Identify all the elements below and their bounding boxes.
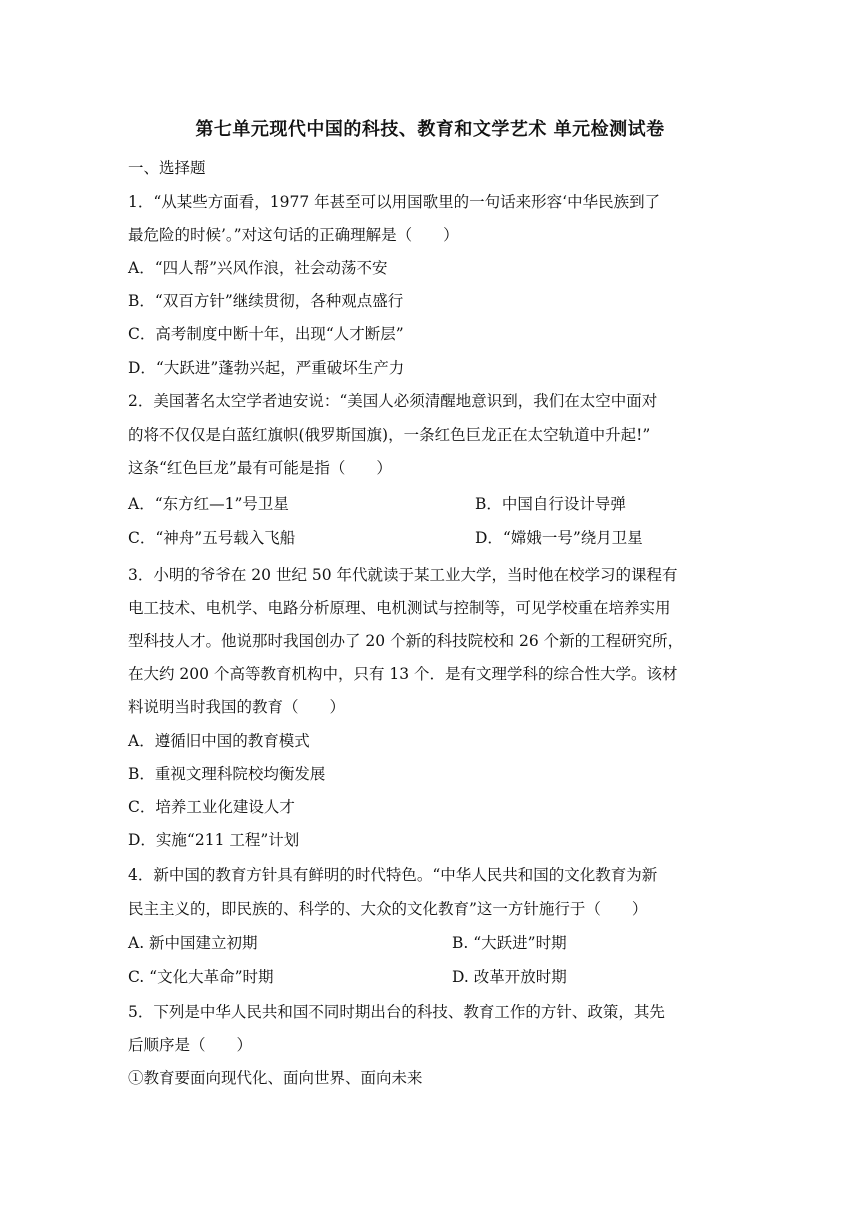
q3-option-b: B．重视文理科院校均衡发展: [128, 765, 326, 783]
q3-stem-line-3: 型科技人才。他说那时我国创办了 20 个新的科技院校和 26 个新的工程研究所，: [128, 632, 684, 650]
q2-option-d: D．“嫦娥一号”绕月卫星: [475, 529, 643, 547]
q3-option-c: C．培养工业化建设人才: [128, 798, 295, 816]
q2-stem-line-1: 2．美国著名太空学者迪安说：“美国人必须清醒地意识到，我们在太空中面对: [128, 392, 658, 410]
q3-stem-line-4: 在大约 200 个高等教育机构中，只有 13 个．是有文理学科的综合性大学。该材: [128, 665, 678, 683]
q2-option-b: B．中国自行设计导弹: [475, 495, 626, 513]
section-heading: 一、选择题: [128, 159, 206, 177]
q2-option-a: A．“东方红—1”号卫星: [128, 495, 289, 513]
q3-option-a: A．遵循旧中国的教育模式: [128, 732, 310, 750]
q1-option-a: A．“四人帮”兴风作浪，社会动荡不安: [128, 259, 388, 277]
q4-stem-line-2: 民主主义的，即民族的、科学的、大众的文化教育”这一方针施行于（ ）: [128, 900, 648, 918]
document-title: 第七单元现代中国的科技、教育和文学艺术 单元检测试卷: [195, 119, 665, 140]
q4-option-b: B. “大跃进”时期: [452, 934, 567, 952]
q1-option-b: B．“双百方针”继续贯彻，各种观点盛行: [128, 292, 404, 310]
q3-stem-line-2: 电工技术、电机学、电路分析原理、电机测试与控制等，可见学校重在培养实用: [128, 599, 671, 617]
q2-stem-line-2: 的将不仅仅是白蓝红旗帜(俄罗斯国旗)，一条红色巨龙正在太空轨道中升起!”: [128, 426, 651, 444]
q5-stem-line-1: 5．下列是中华人民共和国不同时期出台的科技、教育工作的方针、政策，其先: [128, 1003, 665, 1021]
q2-option-c: C．“神舟”五号载入飞船: [128, 529, 296, 547]
q5-item-1: ①教育要面向现代化、面向世界、面向未来: [128, 1069, 423, 1087]
q4-option-d: D. 改革开放时期: [452, 968, 567, 986]
q4-option-a: A. 新中国建立初期: [128, 934, 258, 952]
q2-stem-line-3: 这条“红色巨龙”最有可能是指（ ）: [128, 459, 392, 477]
q3-option-d: D．实施“211 工程”计划: [128, 831, 300, 849]
q4-option-c: C. “文化大革命”时期: [128, 968, 274, 986]
q1-stem-line-2: 最危险的时候’。”对这句话的正确理解是（ ）: [128, 226, 459, 244]
q1-option-c: C．高考制度中断十年，出现“人才断层”: [128, 325, 404, 343]
q3-stem-line-5: 料说明当时我国的教育（ ）: [128, 698, 346, 716]
q4-stem-line-1: 4．新中国的教育方针具有鲜明的时代特色。“中华人民共和国的文化教育为新: [128, 866, 658, 884]
q3-stem-line-1: 3．小明的爷爷在 20 世纪 50 年代就读于某工业大学，当时他在校学习的课程有: [128, 566, 678, 584]
q1-option-d: D．“大跃进”蓬勃兴起，严重破坏生产力: [128, 359, 405, 377]
q5-stem-line-2: 后顺序是（ ）: [128, 1036, 253, 1054]
q1-stem-line-1: 1．“从某些方面看，1977 年甚至可以用国歌里的一句话来形容‘中华民族到了: [128, 193, 661, 211]
